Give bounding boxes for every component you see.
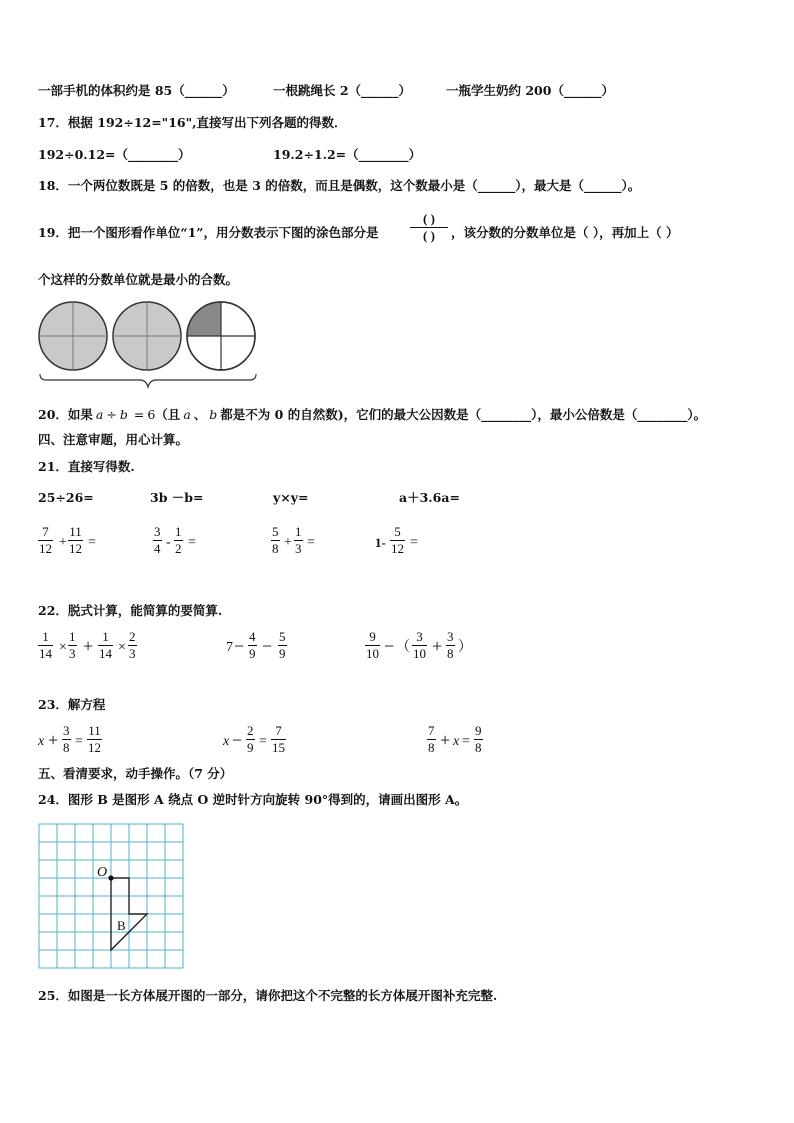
q17-part1: 192÷0.12=（________） xyxy=(38,147,191,162)
q22-e2-num2: 5 xyxy=(279,629,286,644)
q21-f1-num1: 7 xyxy=(42,524,49,539)
q20-line xyxy=(38,407,706,423)
q21-f1-num2: 11 xyxy=(69,524,82,539)
q22-stem: 22．脱式计算，能简算的要简算. xyxy=(38,603,223,618)
q21-f2-frac1 xyxy=(153,525,162,556)
q21-f1-op: + xyxy=(59,535,67,550)
q23-eq1-frac1 xyxy=(62,724,71,755)
q22-e3-den2: 10 xyxy=(413,646,426,661)
q21-f3-num2: 1 xyxy=(295,524,302,539)
q21-f2-num2: 1 xyxy=(175,524,182,539)
q22-e1-plus: + xyxy=(83,636,94,656)
q23-eq1-eq: = xyxy=(75,734,83,749)
q21-f2-frac2 xyxy=(174,525,183,556)
q21-f3-num1: 5 xyxy=(272,524,279,539)
q21-f2-den2: 2 xyxy=(175,541,182,556)
q22-e3-den1: 10 xyxy=(366,646,379,661)
q21-f1-frac2 xyxy=(68,525,83,556)
q22-e3-lparen: （ xyxy=(396,640,410,655)
q23-eq2-num2: 7 xyxy=(275,723,282,738)
q22-e2-frac1 xyxy=(248,630,257,661)
q22-e1-num1: 1 xyxy=(42,629,49,644)
q24-stem: 24．图形 B 是图形 A 绕点 O 逆时针方向旋转 90°得到的，请画出图形 A。 xyxy=(38,792,468,807)
q21-f2-num1: 3 xyxy=(154,524,161,539)
q21-r1-c2: 3b －b= xyxy=(150,490,204,505)
q16-item-milk: 一瓶学生奶约 200（______） xyxy=(446,83,614,98)
q22-e1-times2: × xyxy=(118,640,126,655)
q23-eq3-den2: 8 xyxy=(475,740,482,755)
q22-e3-frac2 xyxy=(412,630,427,661)
q23-eq1-frac2 xyxy=(87,724,102,755)
q23-eq1-plus: + xyxy=(48,730,59,750)
q22-e1-den4: 3 xyxy=(129,646,136,661)
q22-e2-frac2 xyxy=(278,630,287,661)
q22-e2-minus2: − xyxy=(262,636,273,656)
q22-e3-plus: + xyxy=(432,636,443,656)
q21-r1-c4: a＋3.6a= xyxy=(399,490,460,505)
q22-e2-minus1: − xyxy=(234,636,245,656)
q23-eq1-num2: 11 xyxy=(88,723,101,738)
q23-eq3-num1: 7 xyxy=(428,723,435,738)
q21-f2-den1: 4 xyxy=(154,541,161,556)
q22-e1-frac3 xyxy=(98,630,113,661)
q21-f1-den1: 12 xyxy=(39,541,52,556)
q23-eq1-den2: 12 xyxy=(88,740,101,755)
q20-var-a2: a xyxy=(183,407,191,422)
q23-eq2-den1: 9 xyxy=(247,740,254,755)
q20-tail: 都是不为 0 的自然数)，它们的最大公因数是（________），最小公倍数是（________）。 xyxy=(220,407,707,422)
q19-fraction-numerator: ( ) xyxy=(423,211,435,226)
q24-label-b: B xyxy=(117,918,126,933)
q23-eq3-num2: 9 xyxy=(475,723,482,738)
q23-eq3-plus: + xyxy=(440,730,451,750)
q20-six: 6 xyxy=(147,407,156,422)
q23-eq3-frac2 xyxy=(474,724,483,755)
q22-e3-num2: 3 xyxy=(416,629,423,644)
q19-circle-2 xyxy=(113,302,181,370)
q23-stem: 23．解方程 xyxy=(38,697,106,712)
q21-f3-frac2 xyxy=(294,525,303,556)
q22-e2-den1: 9 xyxy=(249,646,256,661)
q20-div: ÷ xyxy=(106,407,117,422)
q19-circle-1 xyxy=(39,302,107,370)
q22-e1-den3: 14 xyxy=(99,646,112,661)
q23-eq3-frac1 xyxy=(427,724,436,755)
q17-part2: 19.2÷1.2=（________） xyxy=(273,147,422,162)
q21-f2-eq: = xyxy=(188,535,196,550)
q23-eq2-x: x xyxy=(223,734,230,749)
q16-item-phone: 一部手机的体积约是 85（______） xyxy=(38,83,235,98)
q19-circles-figure xyxy=(36,298,262,390)
q23-eq2-den2: 15 xyxy=(272,740,285,755)
q22-e1-frac1 xyxy=(38,630,53,661)
q22-e3-num3: 3 xyxy=(447,629,454,644)
q19-answer-fraction xyxy=(410,212,448,243)
q23-eq2-minus: − xyxy=(232,730,243,750)
q21-r1-c1: 25÷26= xyxy=(38,490,94,505)
q21-f3-den1: 8 xyxy=(272,541,279,556)
q21-f4-eq: = xyxy=(410,535,418,550)
q21-f4-num: 5 xyxy=(394,524,401,539)
q22-e3-minus: − xyxy=(384,636,395,656)
q21-stem: 21．直接写得数. xyxy=(38,459,135,474)
q24-grid-figure xyxy=(37,822,189,974)
section-4-heading: 四、注意审题，用心计算。 xyxy=(38,432,189,447)
q24-point-o xyxy=(108,875,113,880)
q23-eq1-x: x xyxy=(38,734,45,749)
q22-e1-num4: 2 xyxy=(129,629,136,644)
q20-eq: = xyxy=(133,407,145,422)
q22-e2-seven: 7 xyxy=(226,640,233,655)
q20-var-b2: b xyxy=(209,407,218,422)
q23-eq1-num1: 3 xyxy=(63,723,70,738)
q22-e3-frac1 xyxy=(365,630,380,661)
q22-e1-den2: 3 xyxy=(69,646,76,661)
q22-e1-frac2 xyxy=(68,630,77,661)
section-5-heading: 五、看清要求，动手操作。（7 分） xyxy=(38,766,233,781)
q22-e1-num3: 1 xyxy=(102,629,109,644)
q23-eq3-x: x xyxy=(453,734,460,749)
q21-f1-frac1 xyxy=(38,525,53,556)
q16-item-rope: 一根跳绳长 2（______） xyxy=(273,83,412,98)
q21-f2-op: - xyxy=(166,535,171,550)
q23-eq1-den1: 8 xyxy=(63,740,70,755)
q20-paren: （且 xyxy=(155,407,181,422)
q21-f1-eq: = xyxy=(88,535,96,550)
q21-f3-den2: 3 xyxy=(295,541,302,556)
q20-sep: 、 xyxy=(193,407,207,422)
q19-circle-3 xyxy=(187,302,255,370)
q21-f3-frac1 xyxy=(271,525,280,556)
q17-stem: 17．根据 192÷12="16",直接写出下列各题的得数． xyxy=(38,115,347,130)
q22-e3-num1: 9 xyxy=(369,629,376,644)
q21-f1-den2: 12 xyxy=(69,541,82,556)
q21-f4-den: 12 xyxy=(391,541,404,556)
q21-f3-op: + xyxy=(284,535,292,550)
q21-r1-c3: y×y= xyxy=(273,490,309,505)
q23-eq2-eq: = xyxy=(259,734,267,749)
q19-stem-c: 个这样的分数单位就是最小的合数。 xyxy=(38,272,239,287)
q22-e1-den1: 14 xyxy=(39,646,52,661)
q23-eq3-den1: 8 xyxy=(428,740,435,755)
q23-eq3-eq: = xyxy=(462,734,470,749)
q23-eq2-frac2 xyxy=(271,724,286,755)
q19-brace xyxy=(40,374,256,387)
q22-e3-rparen: ） xyxy=(458,640,472,655)
q19-fraction-denominator: ( ) xyxy=(423,228,435,243)
q22-e1-times1: × xyxy=(59,640,67,655)
q21-f4-frac xyxy=(390,525,405,556)
q18-stem: 18．一个两位数既是 5 的倍数，也是 3 的倍数，而且是偶数，这个数最小是（______），最大是（______）。 xyxy=(38,178,641,193)
q21-f3-eq: = xyxy=(307,535,315,550)
q25-stem: 25．如图是一长方体展开图的一部分，请你把这个不完整的长方体展开图补充完整. xyxy=(38,988,498,1003)
q20-var-a: a xyxy=(95,407,104,422)
q23-eq2-num1: 2 xyxy=(247,723,254,738)
q22-e1-num2: 1 xyxy=(69,629,76,644)
q20-var-b: b xyxy=(119,407,128,422)
q23-eq2-frac1 xyxy=(246,724,255,755)
q20-lead: 20．如果 xyxy=(38,407,93,422)
q22-e2-num1: 4 xyxy=(249,629,256,644)
q21-f4-pre: 1- xyxy=(375,535,386,550)
q22-e2-den2: 9 xyxy=(279,646,286,661)
q22-e3-den3: 8 xyxy=(447,646,454,661)
q22-e3-frac3 xyxy=(446,630,455,661)
q24-label-o: O xyxy=(97,865,108,880)
q22-e1-frac4 xyxy=(128,630,137,661)
q19-stem-a: 19．把一个图形看作单位“1”，用分数表示下图的涂色部分是 xyxy=(38,225,379,240)
q19-stem-b: ，该分数的分数单位是（ ），再加上（ ） xyxy=(451,225,679,240)
